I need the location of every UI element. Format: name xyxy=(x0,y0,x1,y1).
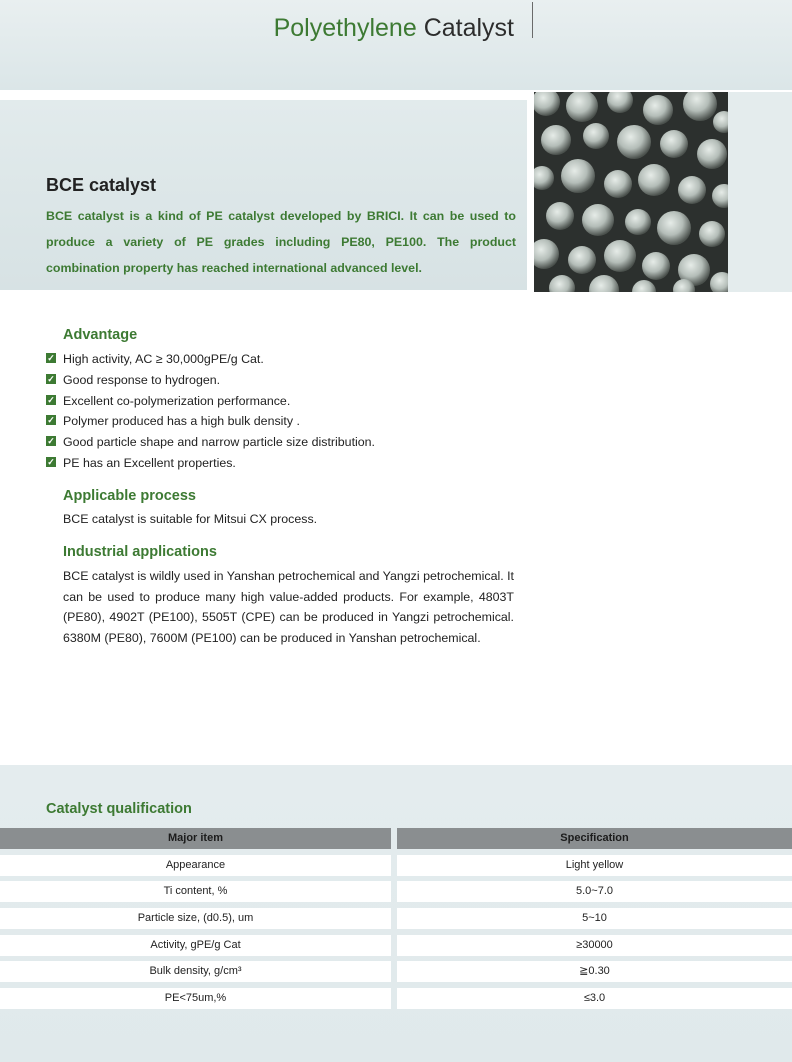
checkbox-checked-icon: ✓ xyxy=(47,373,55,384)
page-title-dark: Catalyst xyxy=(423,14,514,42)
table-cell-spec: ≤3.0 xyxy=(397,988,792,1009)
table-row xyxy=(0,908,792,935)
qualification-title: Catalyst qualification xyxy=(46,801,192,817)
table-cell-item: Activity, gPE/g Cat xyxy=(0,935,391,956)
catalyst-micrograph-image xyxy=(534,92,728,292)
advantage-item xyxy=(46,372,375,393)
intro-title: BCE catalyst xyxy=(46,175,157,195)
advantage-list xyxy=(46,351,375,476)
table-row xyxy=(0,988,792,1015)
header-side-band xyxy=(728,92,792,292)
industrial-applications-text: BCE catalyst is wildly used in Yanshan petrochemical and Yangzi petrochemical. It can be used to produce many high value-added products. For example, 4803T (PE80), 4902T (PE100), 5505T (CPE) can be produced in Yangzi petrochemical. 6380M (PE80), 7600M (PE100) can be produced in Yanshan petrochemical. xyxy=(63,569,514,645)
advantage-item xyxy=(46,434,375,455)
checkbox-checked-icon: ✓ xyxy=(47,353,55,363)
page-header xyxy=(0,0,792,90)
industrial-applications-heading: Industrial applications xyxy=(63,544,217,560)
header-divider xyxy=(532,2,533,38)
table-row xyxy=(0,961,792,988)
intro-text: BCE catalyst is a kind of PE catalyst developed by BRICI. It can be used to produce a variety of PE grades including PE80, PE100. The product combination property has reached international advanced level. xyxy=(46,209,516,275)
table-header-specification: Specification xyxy=(397,828,792,849)
table-cell-item: Appearance xyxy=(0,855,391,876)
table-cell-item: PE<75um,% xyxy=(0,988,391,1009)
table-cell-item: Particle size, (d0.5), um xyxy=(0,908,391,929)
advantage-item-label: PE has an Excellent properties. xyxy=(63,455,236,470)
table-row xyxy=(0,855,792,882)
advantage-item-label: Good particle shape and narrow particle size distribution. xyxy=(63,435,375,450)
micrograph-drawing xyxy=(534,92,728,292)
table-row xyxy=(0,881,792,908)
intro-panel xyxy=(0,100,527,290)
qualification-table xyxy=(0,828,792,1015)
table-cell-item: Bulk density, g/cm³ xyxy=(0,961,391,982)
page-title-green: Polyethylene xyxy=(273,14,417,42)
advantage-item xyxy=(46,351,375,372)
advantage-item-label: Polymer produced has a high bulk density . xyxy=(63,414,300,429)
checkbox-checked-icon: ✓ xyxy=(47,456,55,467)
advantage-item-label: Excellent co-polymerization performance. xyxy=(63,393,291,408)
checkbox-checked-icon: ✓ xyxy=(47,436,55,447)
advantage-item xyxy=(46,455,375,476)
page-title xyxy=(274,14,514,43)
table-row xyxy=(0,935,792,962)
table-cell-spec: 5~10 xyxy=(397,908,792,929)
table-cell-spec: 5.0~7.0 xyxy=(397,881,792,902)
advantage-item xyxy=(46,413,375,434)
checkbox-checked-icon: ✓ xyxy=(47,394,55,405)
table-cell-spec: ≧0.30 xyxy=(397,961,792,982)
advantage-item-label: High activity, AC ≥ 30,000gPE/g Cat. xyxy=(63,352,264,366)
table-header-major-item: Major item xyxy=(0,828,391,849)
applicable-process-text: BCE catalyst is suitable for Mitsui CX process. xyxy=(63,512,318,526)
table-cell-spec: ≥30000 xyxy=(397,935,792,956)
table-cell-item: Ti content, % xyxy=(0,881,391,902)
table-cell-spec: Light yellow xyxy=(397,855,792,876)
checkbox-checked-icon: ✓ xyxy=(47,415,55,426)
applicable-process-heading: Applicable process xyxy=(63,488,196,504)
table-header-row xyxy=(0,828,792,855)
advantage-item-label: Good response to hydrogen. xyxy=(63,372,221,387)
advantage-heading: Advantage xyxy=(63,327,138,343)
advantage-item xyxy=(46,393,375,414)
